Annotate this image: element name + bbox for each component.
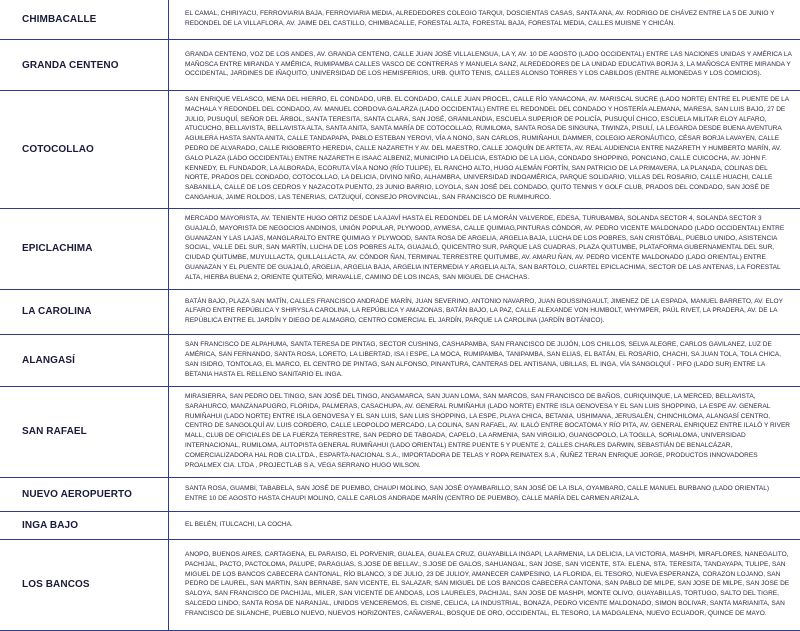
table-row [0,539,800,630]
sector-name-cell: EPICLACHIMA [0,208,169,289]
table-row [0,91,800,209]
sector-name-cell: LA CAROLINA [0,289,169,334]
table-row [0,334,800,386]
sector-name-cell: ALANGASÍ [0,334,169,386]
table-row [0,40,800,91]
sector-name-cell: SAN RAFAEL [0,386,169,477]
table-row [0,289,800,334]
table-row [0,208,800,289]
table-row [0,477,800,511]
sector-name-cell: INGA BAJO [0,511,169,539]
sector-description-cell: EL BELÉN, ITULCACHI, LA COCHA. [169,511,800,539]
sector-description-cell: SANTA ROSA, GUAMBI, TABABELA, SAN JOSÉ DE PUEMBO, CHAUPI MOLINO, SAN JOSÉ OYAMBARILLO, SAN JOSÉ DE LA ISLA, OYAMBARO, CALLE MANUEL BURBANO (LADO ORIENTAL) ENTRE 10 DE AGOSTO HASTA CHAUPI MOLINO, CALLE CARLOS ANDRADE MARÍN (CENTRO DE PUEMBO), CALLE MARÍA DEL CARMEN ARIZALA. [169,477,800,511]
sector-description-cell: ANOPO, BUENOS AIRES, CARTAGENA, EL PARAISO, EL PORVENIR, GUALEA, GUALEA CRUZ, GUAYABILLA INGAPI, LA ARMENIA, LA DELICIA, LA VICTORIA, MASHPI, MIRAFLORES, NANEGALITO, PACHIJAL, PACTO, PACTOLOMA, PALUPE, PARAGUAS, S.JOSE DE BELLAV., S.JOSE DE GALOS, SAHUANGAL, SAN JOSE, SAN VICENTE, STA. ELENA, STA. TERESITA, TANDAYAPA, TULIPE, SAN MIGUEL DE LOS BANCOS CABECERA CANTONAL, RÍO BLANCO, 3 DE JULIO, 23 DE JULIOY, AMANECER CAMPESINO, LA FLORIDA, EL TESORO, NUEVA ESPERANZA, CORAZON LOJANO, SAN PEDRO DE LAUREL, SAN MARTIN, SAN BERNABE, SAN VICENTE, EL SALAZAR, SAN MIGUEL DE LOS BANCOS CABECERA CANTONA, SAN PABLO DE MILPE, SAN JOSE DE MILPE, SAN JOSE DE SALOYA, SAN FRANCISCO DE PACHIJAL, MILER, SAN VICENTE DE ANDOAS, LOS LAURELES, PACHIJAL, SAN JOSE DE MASHPI, MONTE OLIVO, GUAYABILLAS, TORTUGO, SALTO DEL TIGRE, SALCEDO LINDO, SANTA ROSA DE NARANJAL, UNIDOS VENCEREMOS, EL CISNE, CELICA, LA INDUSTRIAL, BONAZA, PEDRO VICENTE MALDONADO, SIMON BOLIVAR, SANTA MARIANITA, SAN FRANCISCO DE SILANCHE, PUEBLO NUEVO, NUEVOS HORIZONTES, CAÑAVERAL, BOSQUE DE ORO, OCCIDENTAL, EL TESORO, LA MADGALENA, NUEVO ECUADOR, QUINCE DE MAYO. [169,539,800,630]
sector-name-cell: CHIMBACALLE [0,0,169,40]
sector-description-cell: MIRASIERRA, SAN PEDRO DEL TINGO, SAN JOSÉ DEL TINGO, ANGAMARCA, SAN JUAN LOMA, SAN MARCOS, SAN FRANCISCO DE BAÑOS, CURIQUINQUE, LA MERCED, BELLAVISTA, SARAHURCO, MANZANAPUGRO, FLORIDA, PALMERAS, CASACHUPA, AV. GENERAL RUMIÑAHUI (LADO NORTE) ENTRE ISLA GENOVESA Y EL SAN LUIS SHOPPING, LA ESPE AV. GENERAL RUMIÑAHUI (LADO NORTE) ENTRE ISLA GENOVESA Y EL SAN LUIS, SAN LUIS SHOPPING, LA ESPE, PLAYA CHICA, BETANIA, USHIMANA, JERUSALÉN, CHINCHILOMA, ALANGASÍ CENTRO, CENTRO DE SANGOLQUÍ AV. LUIS CORDERO, CALLE LEOPOLDO MERCADO, LA COLINA, SAN RAFAEL, AV. ILALÓ ENTRE BOCATOMA Y RÍO PITA, AV. GENERAL ENRIQUEZ ENTRE ILALÓ Y RIVER MALL, CLUB DE OFICIALES DE LA FUERZA TERRESTRE, SAN PEDRO DE TABOADA, CAPELO, LA ARMENIA, SAN VIRGILIO, GUANGOPOLO, LA TOGLLA, SORIALOMA, UNIVERSIDAD INTERNACIONAL, RUMILOMA, AUTOPISTA GENERAL RUMIÑAHUI (LADO ORIENTAL) ENTRE PUENTE 5 Y PUENTE 2, CALLES CHARLES DARWIN, SEBASTIÁN DE BENALCÁZAR, COMERCIALIZADORA HAL ROB CIA.LTDA., ESPARTA-NACIONAL S.A., IMPORTADORA DE TELAS Y ROPA REINATEX S.A , ÑUÑEZ TERAN ENRIQUE JORGE, PRODUCTOS INNOVADORES PROALMEX CIA. LTDA , PROJECTLAB S A, VEGA SERRANO HUGO WILSON. [169,386,800,477]
sector-description-cell: SAN ENRIQUE VELASCO, MENA DEL HIERRO, EL CONDADO, URB. EL CONDADO, CALLE JUAN PROCEL, CALLE RÍO YANACONA, AV. MARISCAL SUCRE (LADO NORTE) ENTRE EL PUENTE DE LA MACHALA Y REDONDEL DEL CONDADO, AV. MANUEL CORDOVA GALARZA (LADO OCCIDENTAL) ENTRE EL REDONDEL DEL CONDADO Y HOSTERÍA ALEMANA, MARESA, SAN LUIS BAJO, 27 DE JULIO, PUSUQUÍ, SEÑOR DEL ÁRBOL, SANTA TERESITA, SANTA CLARA, SAN JOSÉ, GRANILANDIA, ESCUELA SUPERIOR DE POLICÍA, PUSUQUÍ CHICO, ESCUELA MILITAR ELOY ALFARO, ATUCUCHO, BELLAVISTA, BELLAVISTA ALTA, SANTA ANITA, SANTA MARÍA DE COTOCOLLAO, RUMILOMA, SANTA ROSA DE SINGUNA, TIWINZA, PISULÍ, LA LEGARDA DESDE BUENA AVENTURA AGUILERA HASTA SANTA ANITA, CALLE TANDAPAPA, PABLO ESTEBAN YEROVI, VÍA A NONO, SAN CARLOS, RUMIÑAHUI, DAMMER, COLEGIO AERONÁUTICO, CÉSAR BORJA LAVAYEN, CALLE PEDRO DE ALVARADO, CALLE RIGOBERTO HEREDIA, CALLE NAZARETH Y AV. DEL MAESTRO, CALLE JOAQUÍN DE ARTETA, AV. REAL AUDIENCIA ENTRE NAZARETH Y HUMBERTO MARÍN, AV. GALO PLAZA (LADO OCCIDENTAL) ENTRE NAZARETH E ISAAC ALBENIZ, MUNICIPIO LA DELICIA, ESTADIO DE LA LIGA, CONDADO SHOPPING, PONCIANO, CALLE CUICOCHA, AV. JOHN F. KENNEDY, EL FUNDADOR, LA ALBORADA, ECORUTA VÍA A NONO (RÍO TULIPE), EL RANCHO ALTO, HUGO ALEMÁN FORTÍN, SAN PATRICIO DE LA PRIMAVERA, LA PLANADA, COLINAS DEL NORTE, PRADOS DEL CONDADO, COTOCOLLAO, LA DELICIA, DIVINO NIÑO, ALHAMBRA, UNIVERSIDAD INDOAMÉRICA, PARQUE SOLIDARIO, VILLAS DEL ROSARIO, CALLE HUACHI, CALLE SABANILLA, CALLE DE LOS CEDROS Y NAZACOTA PUENTO, 23 JUNIO BARRIO, LOYOLA, SAN JOSÉ DEL CONDADO, QUITO TENNIS Y GOLF CLUB, PRADOS DEL CONDADO, SAN JOSÉ DE CANGAHUA, JAIME ROLDOS, LAS TENERIAS, CATZUQUÍ, CONSEJO PROVINCIAL, SAN FRANCISCO DE RUMIHURCO. [169,91,800,209]
sector-description-cell: MERCADO MAYORISTA, AV. TENIENTE HUGO ORTIZ DESDE LA AJAVÍ HASTA EL REDONDEL DE LA MORÁN VALVERDE, EDESA, TURUBAMBA, SOLANDA SECTOR 4, SOLANDA SECTOR 3 GUAJALÓ, MAYORISTA DE NEGOCIOS ANDINOS, UNIÓN POPULAR, PLYWOOD, AYMESA, CALLE QUIMIAG,PINTURAS CÓNDOR, AV. PEDRO VICENTE MALDONADO (LADO OCCIDENTAL) ENTRE GUANAZAN Y LAS LAJAS, MANGLARALTO ENTRE QUIMIAG Y PLYWOOD, SANTA ROSA DE ARGELIA, ARGELIA BAJA, LUCHA DE LOS POBRES, SAN CRISTÓBAL, PUEBLO UNIDO, ASISTENCIA SOCIAL, VALLE DEL SUR, SAN MARTÍN, LUCHA DE LOS POBRES ALTA, GUAJALÓ, QUICENTRO SUR, PARQUE LAS CUADRAS, PLAZA QUITUMBE, PLATAFORMA GUBERNAMENTAL DEL SUR, CIUDAD QUITUMBE, MUYULLACTA, QUILLALLACTA, AV. CÓNDOR ÑAN, TERMINAL TERRESTRE QUITUMBE, AV. AMARU ÑAN, AV. PEDRO VICENTE MALDONADO (LADO ORIENTAL) ENTRE GUANAZAN Y EL PUENTE DE GUAJALÓ, ARGELIA, ARGELIA BAJA, ARGELIA INTERMEDIA Y ARGELIA ALTA, SAN BARTOLO, CUARTEL EPICLACHIMA, SECTOR DE LAS ANTENAS, LA FORESTAL ALTA, HIERBA BUENA 2, ORIENTE QUITEÑO, MIRAVALLE, CAMINO DE LOS INCAS, SAN MIGUEL DE CHACHAS. [169,208,800,289]
sector-description-cell: GRANDA CENTENO, VOZ DE LOS ANDES, AV. GRANDA CENTENO, CALLE JUAN JOSÉ VILLALENGUA, LA Y, AV. 10 DE AGOSTO (LADO OCCIDENTAL) ENTRE LAS NACIONES UNIDAS Y AMÉRICA LA MAÑOSCA ENTRE MIRANDA Y AMÉRICA, RUMIPAMBA CALLES VASCO DE CONTRERAS Y MANUELA SANZ, ALREDEDORES DE LA UNIDAD EDUCATIVA BORJA 3, LA MAÑOSCA ENTRE MIRANDA Y OCCIDENTAL, JARDINES DE IÑAQUITO, UNIVERSIDAD DE LOS HEMISFERIOS, URB. QUITO TENIS, CALLES ALONSO TORRES Y LOS CABILDOS (ENTRE ALMONEDAS Y LOS COMICIOS). [169,40,800,91]
sector-description-cell: EL CAMAL, CHIRIYACU, FERROVIARIA BAJA, FERROVIARIA MEDIA, ALREDEDORES COLEGIO TARQUI, DOSCIENTAS CASAS, SANTA ANA, AV. RODRIGO DE CHÁVEZ ENTRE LA 5 DE JUNIO Y REDONDEL DE LA VILLAFLORA, AV. JAIME DEL CASTILLO, CHIMBACALLE, FORESTAL ALTA, FORESTAL BAJA, FORESTAL MEDIA, CALLES MUISNE Y CHICÁN. [169,0,800,40]
table-row [0,386,800,477]
sector-name-cell: GRANDA CENTENO [0,40,169,91]
table-row [0,0,800,40]
sector-name-cell: NUEVO AEROPUERTO [0,477,169,511]
sector-description-cell: SAN FRANCISCO DE ALPAHUMA, SANTA TERESA DE PINTAG, SECTOR CUSHING, CASHAPAMBA, SAN FRANCISCO DE JUJÓN, LOS CHILLOS, SELVA ALEGRE, CARLOS GAVILANEZ, LUZ DE AMÉRICA, SAN FERNANDO, SANTA ROSA, LORETO, LA LIBERTAD, ISA I ESPE, LA MOCA, RUMIPAMBA, TANIPAMBA, SAN ELIAS, EL BATÁN, EL ROSARIO, CHACHI, SA JUAN TOLA, TOLA CHICA, SAN ISIDRO, TONTOLAG, EL MARCO, EL CENTRO DE PINTAG, SAN ALFONSO, PINANTURA, CANTERAS DEL ANTISANA, UBILLAS, EL INGA, VÍA SANGOLQUÍ - PIFO (LADO SUR) ENTRE LA BETANIA HASTA EL RELLENO SANITARIO EL INGA. [169,334,800,386]
table-row [0,511,800,539]
sector-description-cell: BATÁN BAJO, PLAZA SAN MATÍN, CALLES FRANCISCO ANDRADE MARÍN, JUAN SEVERINO, ANTONIO NAVARRO, JUAN BOUSSINGAULT, JIMENEZ DE LA ESPADA, MANUEL BARRETO, AV. ELOY ALFARO ENTRE REPÚBLICA Y SHIRYSLA CAROLINA, LA REPÚBLICA Y AMAZONAS, BATÁN BAJO, LA PAZ, CALLE ALEXANDE VON HUMBOLT, WHYMPER, PAÚL RIVET, LA PRADERA, AV. DE LA REPÚBLICA ENTRE EL JARDÍN Y DIEGO DE ALMAGRO, CENTRO COMERCIAL EL JARDÍN, PARQUE LA CAROLINA (JARDÍN BOTÁNICO). [169,289,800,334]
sector-name-cell: COTOCOLLAO [0,91,169,209]
sector-name-cell: LOS BANCOS [0,539,169,630]
